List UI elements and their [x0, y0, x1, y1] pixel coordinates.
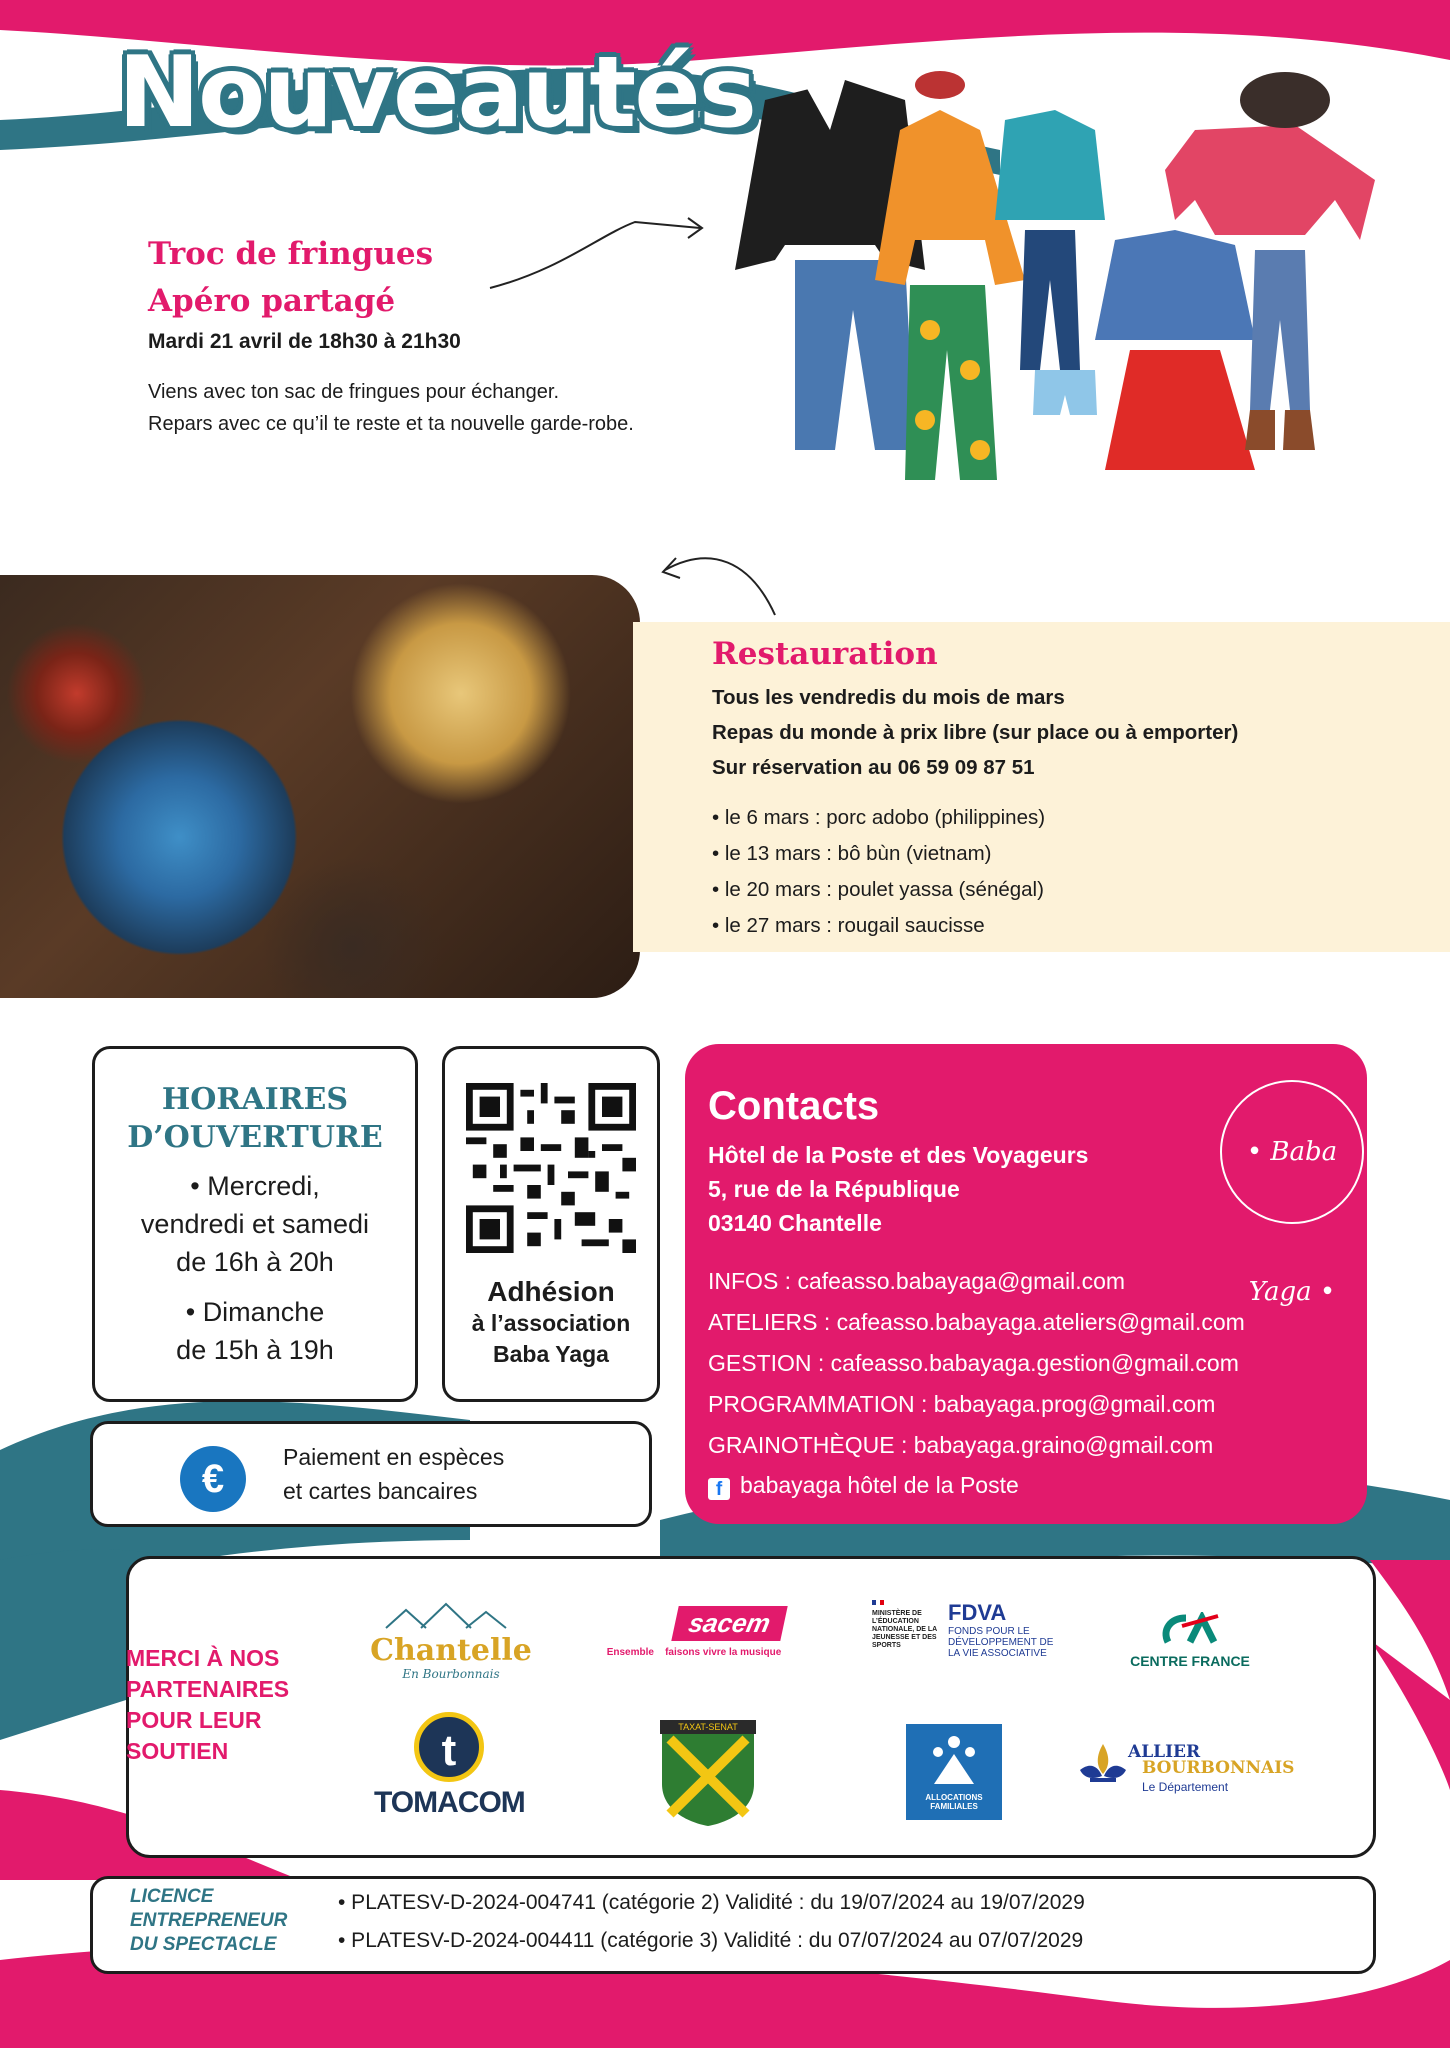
contact-email[interactable]: INFOS : cafeasso.babayaga@gmail.com	[708, 1268, 1126, 1294]
contact-email[interactable]: ATELIERS : cafeasso.babayaga.ateliers@gmail.com	[708, 1309, 1245, 1335]
allier-logo	[1076, 1740, 1296, 1800]
sacem-logo	[584, 1606, 804, 1658]
licence-title-line: DU SPECTACLE	[130, 1934, 277, 1955]
membership-card[interactable]	[442, 1046, 660, 1402]
coat-of-arms-icon	[660, 1734, 756, 1826]
allier-name: BOURBONNAIS	[1142, 1758, 1295, 1778]
troc-desc-line: Repars avec ce qu’il te reste et ta nouvelle garde-robe.	[148, 413, 634, 435]
opening-hours-title-line: D’OUVERTURE	[127, 1120, 383, 1155]
facebook-icon: f	[708, 1478, 730, 1500]
hours-line: • Dimanche	[185, 1297, 325, 1327]
opening-hours-title	[95, 1081, 415, 1157]
troc-heading: Troc de fringues	[148, 236, 434, 272]
menu-item: • le 27 mars : rougail saucisse	[712, 914, 985, 937]
thanks-line: SOUTIEN	[126, 1738, 229, 1764]
chantelle-logo	[366, 1600, 536, 1681]
menu-item: • le 13 mars : bô bùn (vietnam)	[712, 842, 992, 865]
payment-text	[283, 1440, 504, 1508]
licence-line: • PLATESV-D-2024-004411 (catégorie 3) Validité : du 07/07/2024 au 07/07/2029	[338, 1929, 1084, 1952]
menu-item: • le 20 mars : poulet yassa (sénégal)	[712, 878, 1044, 901]
allier-sub: Le Département	[1142, 1780, 1229, 1794]
baba-yaga-logo	[1220, 1080, 1364, 1307]
licence-title	[130, 1885, 287, 1957]
address-line: 5, rue de la République	[708, 1176, 960, 1202]
opening-hours-text	[95, 1167, 415, 1369]
apero-heading: Apéro partagé	[148, 283, 396, 319]
partners-thanks	[126, 1643, 289, 1767]
qr-code[interactable]	[466, 1083, 636, 1253]
payment-line: et cartes bancaires	[283, 1478, 478, 1504]
sacem-sub: faisons vivre la musique	[665, 1647, 782, 1658]
menu-item: • le 6 mars : porc adobo (philippines)	[712, 806, 1046, 829]
taxat-name: TAXAT-SENAT	[660, 1720, 756, 1734]
sacem-name: sacem	[671, 1606, 787, 1641]
hours-line: de 16h à 20h	[176, 1247, 334, 1277]
membership-sub: à l’association	[471, 1310, 631, 1336]
world-food-photo	[0, 575, 640, 998]
restauration-line: Tous les vendredis du mois de mars	[712, 686, 1065, 709]
address-line: 03140 Chantelle	[708, 1210, 882, 1236]
taxat-senat-logo	[660, 1720, 756, 1831]
licence-line: • PLATESV-D-2024-004741 (catégorie 2) Validité : du 19/07/2024 au 19/07/2029	[338, 1891, 1085, 1914]
membership-sub: Baba Yaga	[493, 1341, 609, 1367]
sacem-sub: Ensemble	[606, 1647, 654, 1658]
thanks-line: MERCI À NOS	[126, 1645, 280, 1671]
fdva-logo	[872, 1600, 1072, 1674]
membership-title: Adhésion	[487, 1276, 615, 1307]
restauration-line: Repas du monde à prix libre (sur place ou à emporter)	[712, 721, 1239, 744]
address-line: Hôtel de la Poste et des Voyageurs	[708, 1142, 1089, 1168]
restauration-title: Restauration	[712, 636, 938, 672]
thanks-line: POUR LEUR	[126, 1707, 262, 1733]
credit-agricole-logo	[1110, 1612, 1270, 1669]
hours-line: • Mercredi,	[190, 1171, 320, 1201]
opening-hours-card	[92, 1046, 418, 1402]
clothes-illustration	[735, 70, 1385, 490]
contact-email[interactable]: PROGRAMMATION : babayaga.prog@gmail.com	[708, 1391, 1216, 1417]
caf-name: ALLOCATIONS FAMILIALES	[925, 1793, 983, 1811]
fdva-sub: FONDS POUR LE DÉVELOPPEMENT DE LA VIE ASSOCIATIVE	[948, 1626, 1054, 1659]
payment-line: Paiement en espèces	[283, 1444, 505, 1470]
hours-line: de 15h à 19h	[176, 1335, 334, 1365]
troc-date: Mardi 21 avril de 18h30 à 21h30	[148, 330, 461, 353]
french-flag-icon	[872, 1600, 884, 1605]
tomacom-icon: t	[414, 1712, 484, 1782]
chantelle-sub: En Bourbonnais	[402, 1667, 500, 1681]
chantelle-village-icon	[366, 1600, 536, 1630]
hours-line: vendredi et samedi	[140, 1209, 370, 1239]
contacts-title: Contacts	[708, 1084, 880, 1128]
chantelle-name: Chantelle	[370, 1633, 532, 1668]
facebook-label: babayaga hôtel de la Poste	[740, 1472, 1019, 1498]
thanks-line: PARTENAIRES	[126, 1676, 290, 1702]
credit-agricole-icon	[1160, 1612, 1220, 1648]
euro-icon: €	[180, 1446, 246, 1512]
caf-family-icon	[924, 1732, 984, 1788]
tomacom-logo	[374, 1712, 524, 1820]
tomacom-name: TOMACOM	[374, 1786, 525, 1819]
contact-email[interactable]: GESTION : cafeasso.babayaga.gestion@gmail.com	[708, 1350, 1239, 1376]
fleur-de-lis-icon	[1076, 1740, 1130, 1796]
caf-logo	[906, 1724, 1002, 1820]
baba-yaga-logo-text: • Baba Yaga •	[1246, 1137, 1338, 1307]
licence-title-line: ENTREPRENEUR	[130, 1910, 288, 1931]
allier-name: ALLIER	[1128, 1742, 1201, 1762]
troc-description	[148, 376, 634, 440]
facebook-link[interactable]	[708, 1472, 1019, 1500]
troc-desc-line: Viens avec ton sac de fringues pour échanger.	[148, 381, 560, 403]
ca-name: CENTRE FRANCE	[1130, 1653, 1250, 1669]
menu-list	[712, 800, 1045, 944]
licence-title-line: LICENCE	[130, 1886, 214, 1907]
page-title: Nouveautés	[118, 36, 756, 150]
opening-hours-title-line: HORAIRES	[161, 1082, 349, 1117]
contact-email[interactable]: GRAINOTHÈQUE : babayaga.graino@gmail.com	[708, 1432, 1214, 1458]
fdva-name: FDVA	[948, 1600, 1007, 1625]
ministry-name: MINISTÈRE DE L’ÉDUCATION NATIONALE, DE LA JEUNESSE ET DES SPORTS	[872, 1610, 937, 1649]
restauration-phone: Sur réservation au 06 59 09 87 51	[712, 756, 1035, 779]
